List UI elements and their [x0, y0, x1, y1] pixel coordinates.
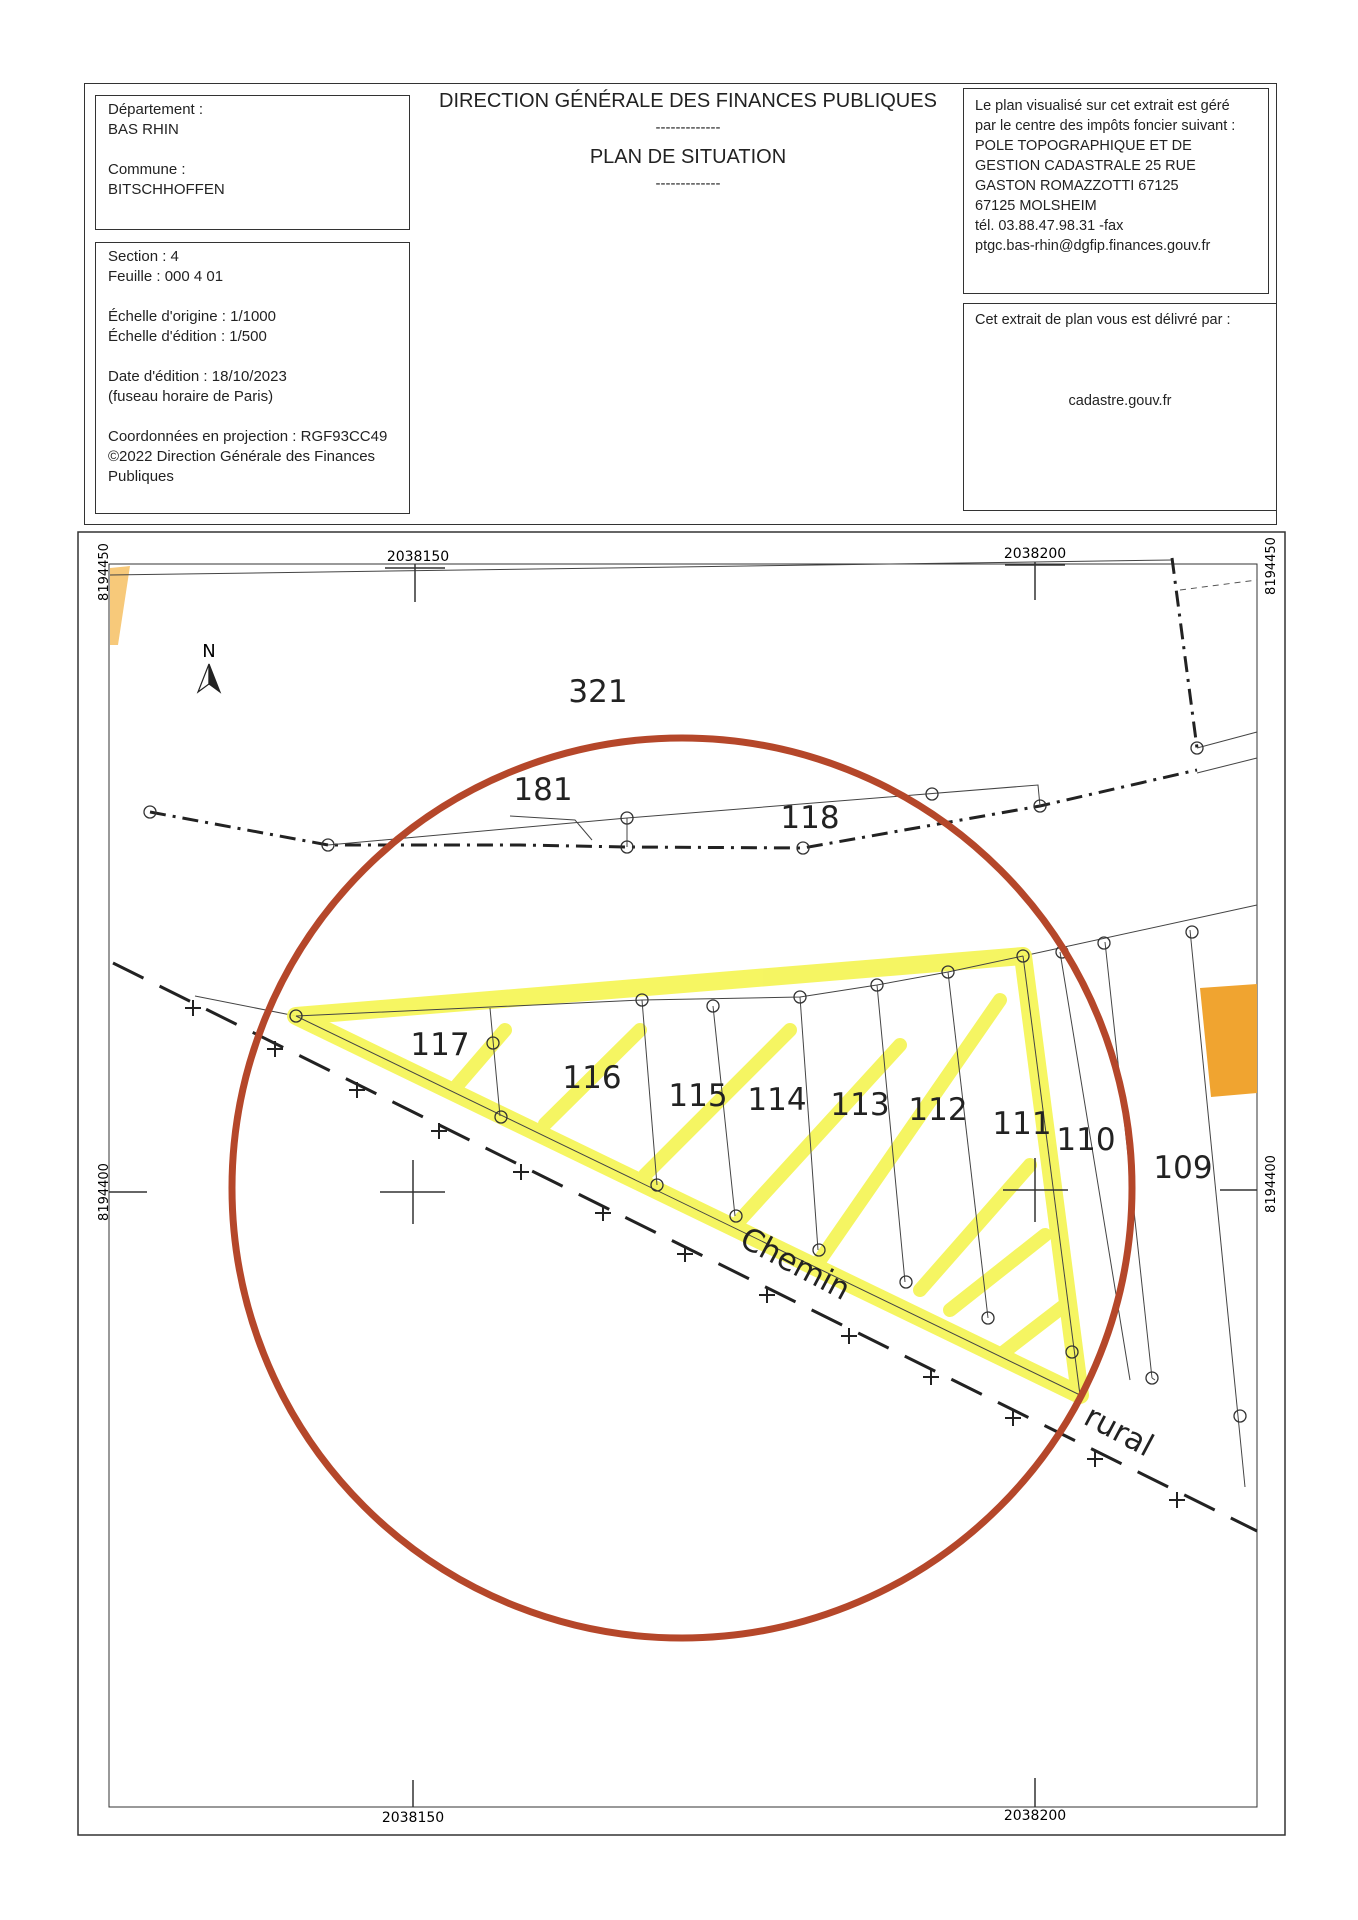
parcel-label-321: 321 [568, 674, 628, 710]
top-right-boundary [1172, 558, 1197, 748]
centre-info-line-3: POLE TOPOGRAPHIQUE ET DE [975, 138, 1192, 154]
parcel-label-116: 116 [562, 1060, 622, 1096]
coord-bottom-left: 2038150 [381, 1810, 445, 1826]
rural-road [113, 963, 1257, 1531]
location-circle [232, 738, 1132, 1638]
title-separator-1: ------------- [655, 119, 721, 136]
parcel-label-110: 110 [1056, 1122, 1116, 1158]
departement-label: Département : [108, 101, 204, 118]
coord-bottom-right: 2038200 [1003, 1808, 1067, 1824]
details-echelle-origine: Échelle d'origine : 1/1000 [108, 308, 276, 325]
details-projection: Coordonnées en projection : RGF93CC49 [108, 428, 388, 445]
coord-top-left: 2038150 [386, 549, 450, 565]
commune-value: BITSCHHOFFEN [108, 181, 225, 198]
parcel-label-117: 117 [410, 1027, 470, 1063]
north-label: N [202, 641, 216, 662]
parcel-label-112: 112 [908, 1092, 968, 1128]
delivery-label: Cet extrait de plan vous est délivré par : [975, 312, 1231, 328]
coord-left-mid: 8194400 [97, 1163, 112, 1221]
parcel-181-leader [510, 816, 592, 840]
grid-marks [109, 562, 1257, 1807]
parcel-labels [410, 674, 1212, 1186]
page-subtitle: PLAN DE SITUATION [589, 146, 787, 168]
north-arrow-icon [198, 664, 220, 692]
details-fuseau: (fuseau horaire de Paris) [108, 388, 274, 405]
centre-info-line-5: GASTON ROMAZZOTTI 67125 [975, 178, 1179, 194]
delivery-site: cadastre.gouv.fr [1068, 393, 1172, 409]
commune-label: Commune : [108, 161, 186, 178]
upper-right-thin-line [1197, 732, 1257, 748]
coord-top-right: 2038200 [1003, 546, 1067, 562]
coord-right-mid: 8194400 [1264, 1155, 1279, 1213]
centre-info-line-6: 67125 MOLSHEIM [975, 198, 1097, 214]
parcel-line-upper [195, 996, 296, 1016]
commune-boundary [150, 770, 1197, 848]
centre-info-line-2: par le centre des impôts foncier suivant : [975, 118, 1236, 134]
orange-parcel [1200, 984, 1257, 1097]
parcel-label-118: 118 [780, 800, 840, 836]
light-orange-parcel [110, 566, 130, 645]
road-label-rural: rural [1078, 1398, 1160, 1465]
centre-info-line-4: GESTION CADASTRALE 25 RUE [975, 158, 1196, 174]
details-section: Section : 4 [108, 248, 179, 265]
top-boundary-line [110, 560, 1172, 575]
map-inner-frame [109, 564, 1257, 1807]
centre-info-email: ptgc.bas-rhin@dgfip.finances.gouv.fr [975, 238, 1211, 254]
coord-left-top: 8194450 [97, 543, 112, 601]
centre-info-line-1: Le plan visualisé sur cet extrait est géré [975, 98, 1230, 114]
parcel-line-right-top [1023, 905, 1257, 956]
details-echelle-edition: Échelle d'édition : 1/500 [108, 328, 267, 345]
coord-right-top: 8194450 [1264, 537, 1279, 595]
centre-info-line-7: tél. 03.88.47.98.31 -fax [975, 218, 1124, 234]
parcel-label-109: 109 [1153, 1150, 1213, 1186]
departement-value: BAS RHIN [108, 121, 179, 138]
title-separator-2: ------------- [655, 175, 721, 192]
details-date: Date d'édition : 18/10/2023 [108, 368, 287, 385]
top-right-thin-line [1197, 758, 1257, 773]
top-right-dashed-line [1180, 580, 1257, 590]
details-copyright-2: Publiques [108, 468, 174, 485]
parcel-label-181: 181 [513, 772, 573, 808]
parcel-label-115: 115 [668, 1078, 728, 1114]
parcel-label-113: 113 [830, 1087, 890, 1123]
details-feuille: Feuille : 000 4 01 [108, 268, 224, 285]
page-title: DIRECTION GÉNÉRALE DES FINANCES PUBLIQUES [439, 90, 937, 112]
parcel-label-114: 114 [747, 1082, 807, 1118]
road-label-chemin: Chemin [734, 1220, 857, 1308]
parcel-label-111: 111 [992, 1106, 1052, 1142]
details-copyright: ©2022 Direction Générale des Finances [108, 448, 376, 465]
